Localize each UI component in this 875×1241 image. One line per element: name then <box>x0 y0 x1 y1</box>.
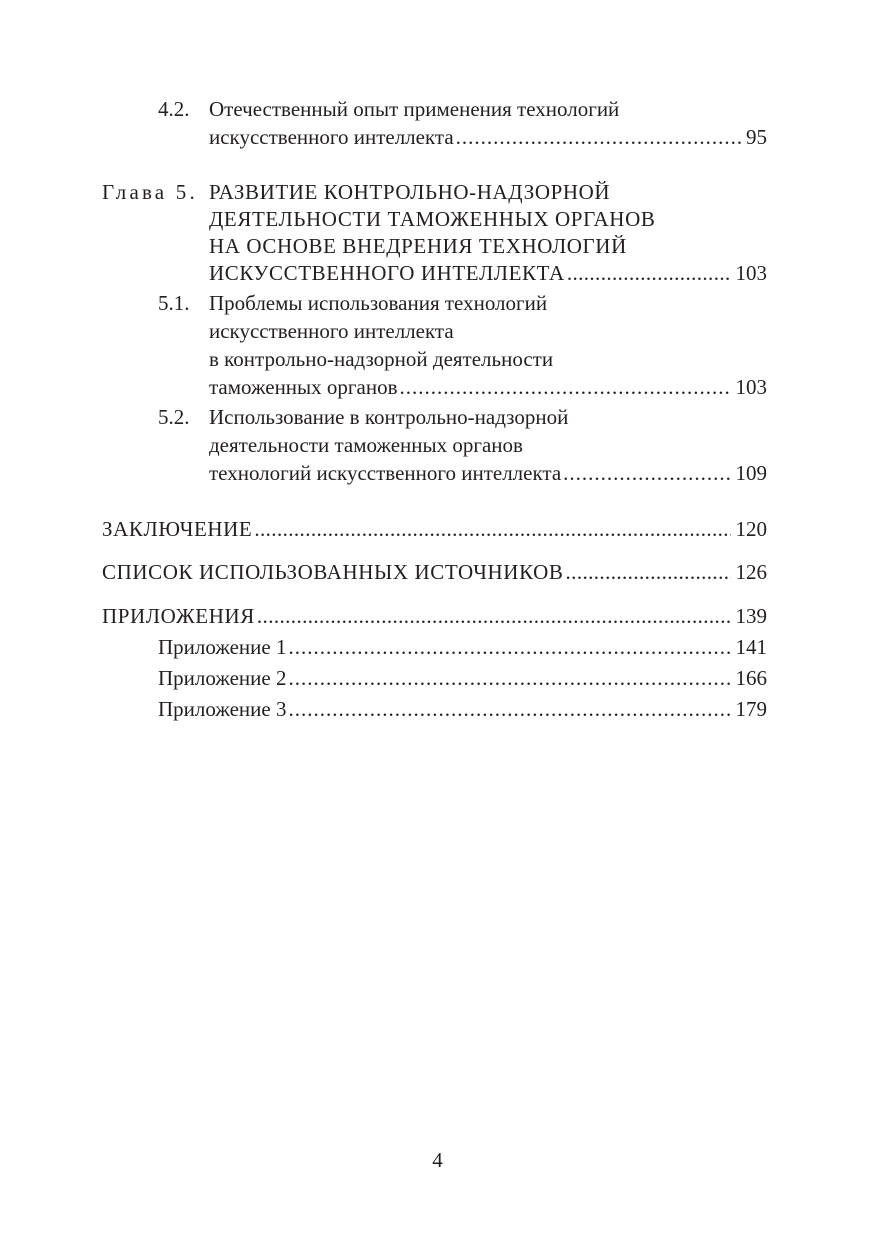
page-number: 166 <box>735 666 767 690</box>
section-number: 5.1. <box>158 291 190 315</box>
toc-entry-conclusion[interactable] <box>102 515 767 543</box>
dot-leader <box>288 695 730 723</box>
page-number: 120 <box>735 517 767 541</box>
dot-leader <box>288 664 730 692</box>
entry-title-line: РАЗВИТИЕ КОНТРОЛЬНО-НАДЗОРНОЙ <box>209 180 611 204</box>
page-number: 95 <box>746 125 767 149</box>
leader-line <box>209 259 767 287</box>
folio-page-number: 4 <box>432 1148 443 1172</box>
entry-title-line: НА ОСНОВЕ ВНЕДРЕНИЯ ТЕХНОЛОГИЙ <box>209 234 627 258</box>
page-number: 103 <box>735 375 767 399</box>
dot-leader <box>563 459 730 487</box>
entry-title-line: СПИСОК ИСПОЛЬЗОВАННЫХ ИСТОЧНИКОВ <box>102 560 564 584</box>
entry-title-line: Приложение 3 <box>158 697 287 721</box>
page-number: 126 <box>735 560 767 584</box>
page-number: 141 <box>735 635 767 659</box>
entry-title-line: таможенных органов <box>209 375 398 399</box>
leader-line <box>209 373 767 401</box>
page-number: 179 <box>735 697 767 721</box>
dot-leader <box>288 633 730 661</box>
entry-title-line: Проблемы использования технологий <box>209 291 548 315</box>
dot-leader <box>257 602 731 630</box>
chapter-label: Глава 5. <box>102 180 198 204</box>
dot-leader <box>400 373 731 401</box>
toc-entry-appendix-3[interactable] <box>158 695 767 723</box>
entry-title-line: ПРИЛОЖЕНИЯ <box>102 604 255 628</box>
toc-entry-appendices[interactable] <box>102 602 767 630</box>
dot-leader <box>567 259 731 287</box>
entry-title-line: ЗАКЛЮЧЕНИЕ <box>102 517 253 541</box>
entry-title-line: деятельности таможенных органов <box>209 433 523 457</box>
entry-title-line: ИСКУССТВЕННОГО ИНТЕЛЛЕКТА <box>209 261 565 285</box>
dot-leader <box>254 515 730 543</box>
entry-title-line: Отечественный опыт применения технологий <box>209 97 620 121</box>
entry-title-line: в контрольно-надзорной деятельности <box>209 347 554 371</box>
dot-leader <box>566 558 731 586</box>
leader-line <box>209 459 767 487</box>
toc-entry-sources[interactable] <box>102 558 767 586</box>
entry-title-line: Приложение 1 <box>158 635 287 659</box>
page-number: 139 <box>735 604 767 628</box>
page-number: 109 <box>735 461 767 485</box>
entry-title-line: искусственного интеллекта <box>209 319 454 343</box>
entry-title-line: ДЕЯТЕЛЬНОСТИ ТАМОЖЕННЫХ ОРГАНОВ <box>209 207 656 231</box>
leader-line <box>209 123 767 151</box>
section-number: 4.2. <box>158 97 190 121</box>
page-number: 103 <box>735 261 767 285</box>
section-number: 5.2. <box>158 405 190 429</box>
toc-entry-appendix-1[interactable] <box>158 633 767 661</box>
entry-title-line: искусственного интеллекта <box>209 125 454 149</box>
entry-title-line: технологий искусственного интеллекта <box>209 461 562 485</box>
entry-title-line: Приложение 2 <box>158 666 287 690</box>
toc-entry-appendix-2[interactable] <box>158 664 767 692</box>
entry-title-line: Использование в контрольно-надзорной <box>209 405 569 429</box>
dot-leader <box>456 123 741 151</box>
